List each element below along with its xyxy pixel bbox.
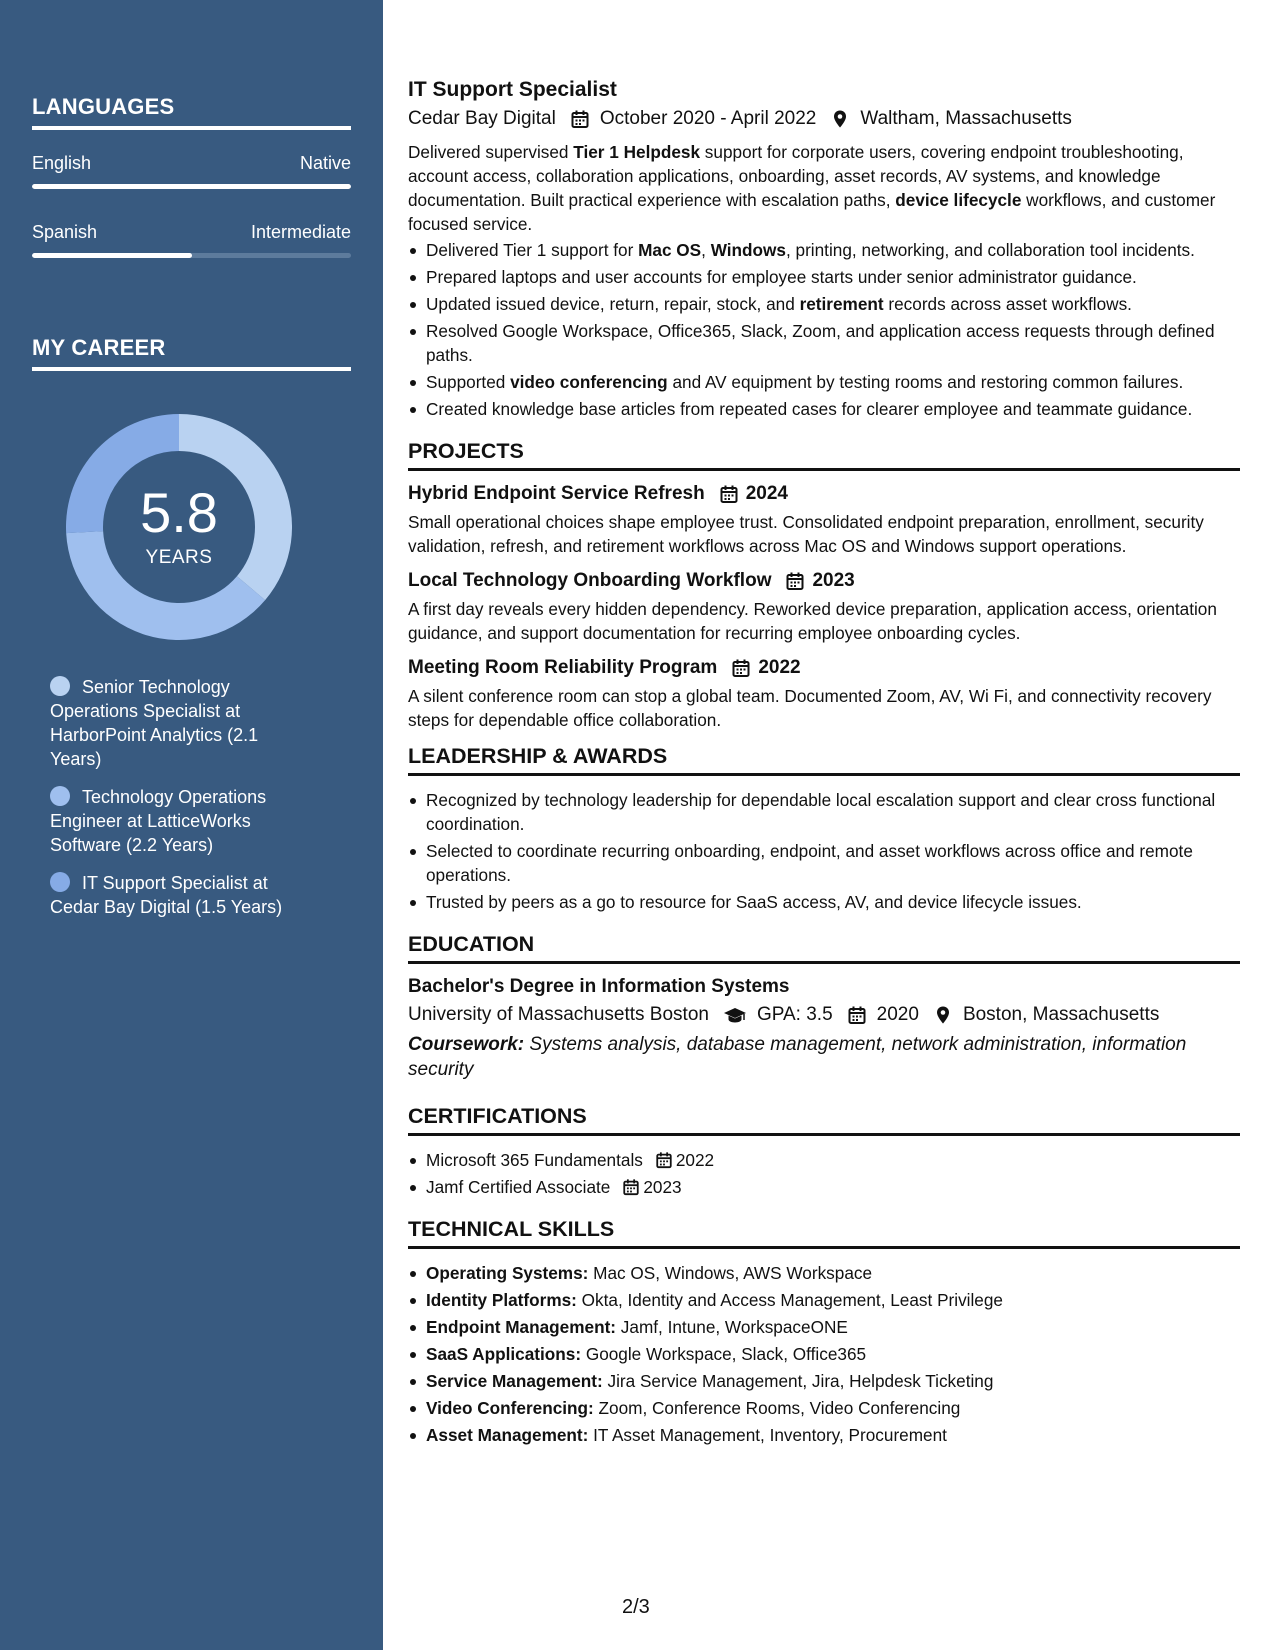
skill-value: Jira Service Management, Jira, Helpdesk Ticketing <box>602 1371 994 1391</box>
calendar-icon <box>655 1151 673 1169</box>
main-content <box>408 78 1240 1450</box>
project-title-row <box>408 483 1240 505</box>
language-level: Intermediate <box>250 222 351 242</box>
project-year: 2024 <box>745 483 788 504</box>
career-total-unit: YEARS <box>145 547 213 568</box>
skill-item <box>408 1423 1240 1447</box>
sidebar <box>0 0 383 1650</box>
career-legend-item <box>50 785 300 857</box>
skill-item <box>408 1261 1240 1285</box>
language-row-spanish <box>32 222 351 243</box>
language-bar-fill <box>32 253 192 258</box>
career-legend-text: Senior Technology Operations Specialist at HarborPoint Analytics (2.1 Years) <box>50 677 259 769</box>
project-item <box>408 570 1240 645</box>
school-name: University of Massachusetts Boston <box>408 1004 709 1025</box>
career-total-years: 5.8 <box>140 481 218 544</box>
leadership-list <box>408 788 1240 914</box>
skill-label: Service Management: <box>426 1371 603 1391</box>
project-item <box>408 483 1240 558</box>
language-row-english <box>32 153 351 174</box>
text-run: Updated issued device, return, repair, stock, and <box>426 294 800 314</box>
company-name: Cedar Bay Digital <box>408 108 556 129</box>
skill-value: Jamf, Intune, WorkspaceONE <box>616 1317 848 1337</box>
certification-name: Microsoft 365 Fundamentals <box>426 1150 643 1170</box>
project-title-row <box>408 657 1240 679</box>
text-run: , printing, networking, and collaboration tool incidents. <box>785 240 1195 260</box>
certification-item <box>408 1148 1240 1172</box>
text-run: workflows, and customer focused service. <box>408 190 1216 234</box>
education-heading: EDUCATION <box>408 932 1240 964</box>
language-bar-spanish <box>32 253 351 258</box>
skill-value: Google Workspace, Slack, Office365 <box>581 1344 867 1364</box>
leadership-item: Trusted by peers as a go to resource for SaaS access, AV, and device lifecycle issues. <box>408 890 1240 914</box>
job-summary <box>408 140 1240 236</box>
language-bar-english <box>32 184 351 189</box>
project-description: Small operational choices shape employee trust. Consolidated endpoint preparation, enrollment, security validation, refresh, and retirement workflows across Mac OS and Windows support operations. <box>408 512 1204 556</box>
certification-year: 2023 <box>643 1177 682 1197</box>
skill-value: Okta, Identity and Access Management, Least Privilege <box>576 1290 1003 1310</box>
emphasis-text: Mac OS <box>638 240 702 260</box>
project-description: A first day reveals every hidden dependency. Reworked device preparation, application access, orientation guidance, and support documentation for recurring employee onboarding cycles. <box>408 599 1217 643</box>
languages-heading: LANGUAGES <box>32 94 351 130</box>
project-title: Hybrid Endpoint Service Refresh <box>408 483 705 504</box>
text-run: records across asset workflows. <box>883 294 1132 314</box>
job-title: IT Support Specialist <box>408 78 617 101</box>
emphasis-text: device lifecycle <box>895 190 1022 210</box>
location-pin-icon <box>933 1005 953 1025</box>
coursework <box>408 1032 1240 1082</box>
project-item <box>408 657 1240 732</box>
project-title: Local Technology Onboarding Workflow <box>408 570 772 591</box>
certification-name: Jamf Certified Associate <box>426 1177 611 1197</box>
project-title-row <box>408 570 1240 592</box>
skill-label: Operating Systems: <box>426 1263 589 1283</box>
skill-item <box>408 1369 1240 1393</box>
skill-item <box>408 1288 1240 1312</box>
coursework-text: Systems analysis, database management, network administration, information security <box>408 1034 1187 1080</box>
location-pin-icon <box>830 109 850 129</box>
job-dates: October 2020 - April 2022 <box>599 108 817 129</box>
language-name: English <box>32 153 92 173</box>
education-meta <box>408 1004 1240 1026</box>
graduation-year: 2020 <box>876 1004 919 1025</box>
text-run: support for corporate users, covering endpoint troubleshooting, account access, collaboration applications, onboarding, asset records, AV systems, and knowledge documentation. Built practical experience with escalation paths, <box>408 142 1184 210</box>
career-legend-text: Technology Operations Engineer at LatticeWorks Software (2.2 Years) <box>50 787 267 855</box>
job-bullet <box>408 265 1240 289</box>
language-level: Native <box>299 153 351 173</box>
job-bullets <box>408 238 1240 421</box>
skill-label: SaaS Applications: <box>426 1344 582 1364</box>
skills-heading: TECHNICAL SKILLS <box>408 1217 1240 1249</box>
calendar-icon <box>719 484 739 504</box>
leadership-item: Selected to coordinate recurring onboarding, endpoint, and asset workflows across office and remote operations. <box>408 839 1240 887</box>
career-legend-item <box>50 675 300 771</box>
text-run: Prepared laptops and user accounts for employee starts under senior administrator guidance. <box>426 267 1137 287</box>
legend-dot-icon <box>50 786 70 806</box>
text-run: Resolved Google Workspace, Office365, Slack, Zoom, and application access requests through defined paths. <box>426 321 1215 365</box>
skill-item <box>408 1315 1240 1339</box>
career-legend <box>50 675 300 933</box>
text-run: Delivered Tier 1 support for <box>426 240 639 260</box>
career-heading: MY CAREER <box>32 335 351 371</box>
career-donut-chart <box>66 414 292 640</box>
skill-label: Endpoint Management: <box>426 1317 617 1337</box>
skill-item <box>408 1396 1240 1420</box>
text-run: , <box>701 240 711 260</box>
degree-title: Bachelor's Degree in Information Systems <box>408 976 790 997</box>
job-bullet <box>408 370 1240 394</box>
certification-item <box>408 1175 1240 1199</box>
school-location: Boston, Massachusetts <box>962 1004 1160 1025</box>
leadership-heading: LEADERSHIP & AWARDS <box>408 744 1240 776</box>
job-bullet <box>408 238 1240 262</box>
project-description: A silent conference room can stop a global team. Documented Zoom, AV, Wi Fi, and connectivity recovery steps for dependable office collaboration. <box>408 686 1212 730</box>
job-bullet <box>408 292 1240 316</box>
text-run: and AV equipment by testing rooms and restoring common failures. <box>667 372 1184 392</box>
projects-heading: PROJECTS <box>408 439 1240 471</box>
emphasis-text: Tier 1 Helpdesk <box>573 142 701 162</box>
certifications-heading: CERTIFICATIONS <box>408 1104 1240 1136</box>
emphasis-text: video conferencing <box>510 372 668 392</box>
project-title: Meeting Room Reliability Program <box>408 657 718 678</box>
language-bar-fill <box>32 184 351 189</box>
career-legend-text: IT Support Specialist at Cedar Bay Digital (1.5 Years) <box>50 873 283 917</box>
graduation-cap-icon <box>723 1005 747 1025</box>
project-year: 2023 <box>812 570 855 591</box>
skill-label: Asset Management: <box>426 1425 589 1445</box>
certification-year: 2022 <box>675 1150 715 1170</box>
job-meta <box>408 108 1240 130</box>
coursework-label: Coursework: <box>408 1034 525 1055</box>
skill-value: IT Asset Management, Inventory, Procurement <box>588 1425 947 1445</box>
skill-label: Identity Platforms: <box>426 1290 577 1310</box>
emphasis-text: retirement <box>799 294 884 314</box>
skill-value: Mac OS, Windows, AWS Workspace <box>588 1263 873 1283</box>
job-bullet <box>408 319 1240 367</box>
job-location: Waltham, Massachusetts <box>860 108 1072 129</box>
donut-center <box>66 414 292 640</box>
skills-list <box>408 1261 1240 1447</box>
text-run: Supported <box>426 372 511 392</box>
career-legend-item <box>50 871 300 919</box>
calendar-icon <box>622 1178 640 1196</box>
language-name: Spanish <box>32 222 98 242</box>
legend-dot-icon <box>50 872 70 892</box>
emphasis-text: Windows <box>710 240 786 260</box>
legend-dot-icon <box>50 676 70 696</box>
job-bullet <box>408 397 1240 421</box>
gpa: GPA: 3.5 <box>756 1004 833 1025</box>
text-run: Created knowledge base articles from repeated cases for clearer employee and teammate guidance. <box>426 399 1193 419</box>
skill-item <box>408 1342 1240 1366</box>
calendar-icon <box>731 658 751 678</box>
leadership-item: Recognized by technology leadership for dependable local escalation support and clear cross functional coordination. <box>408 788 1240 836</box>
skill-label: Video Conferencing: <box>426 1398 594 1418</box>
certifications-list <box>408 1148 1240 1199</box>
page-number: 2/3 <box>622 1596 650 1618</box>
calendar-icon <box>570 109 590 129</box>
skill-value: Zoom, Conference Rooms, Video Conferencing <box>593 1398 961 1418</box>
calendar-icon <box>847 1005 867 1025</box>
project-year: 2022 <box>758 657 801 678</box>
text-run: Delivered supervised <box>408 142 574 162</box>
calendar-icon <box>785 571 805 591</box>
